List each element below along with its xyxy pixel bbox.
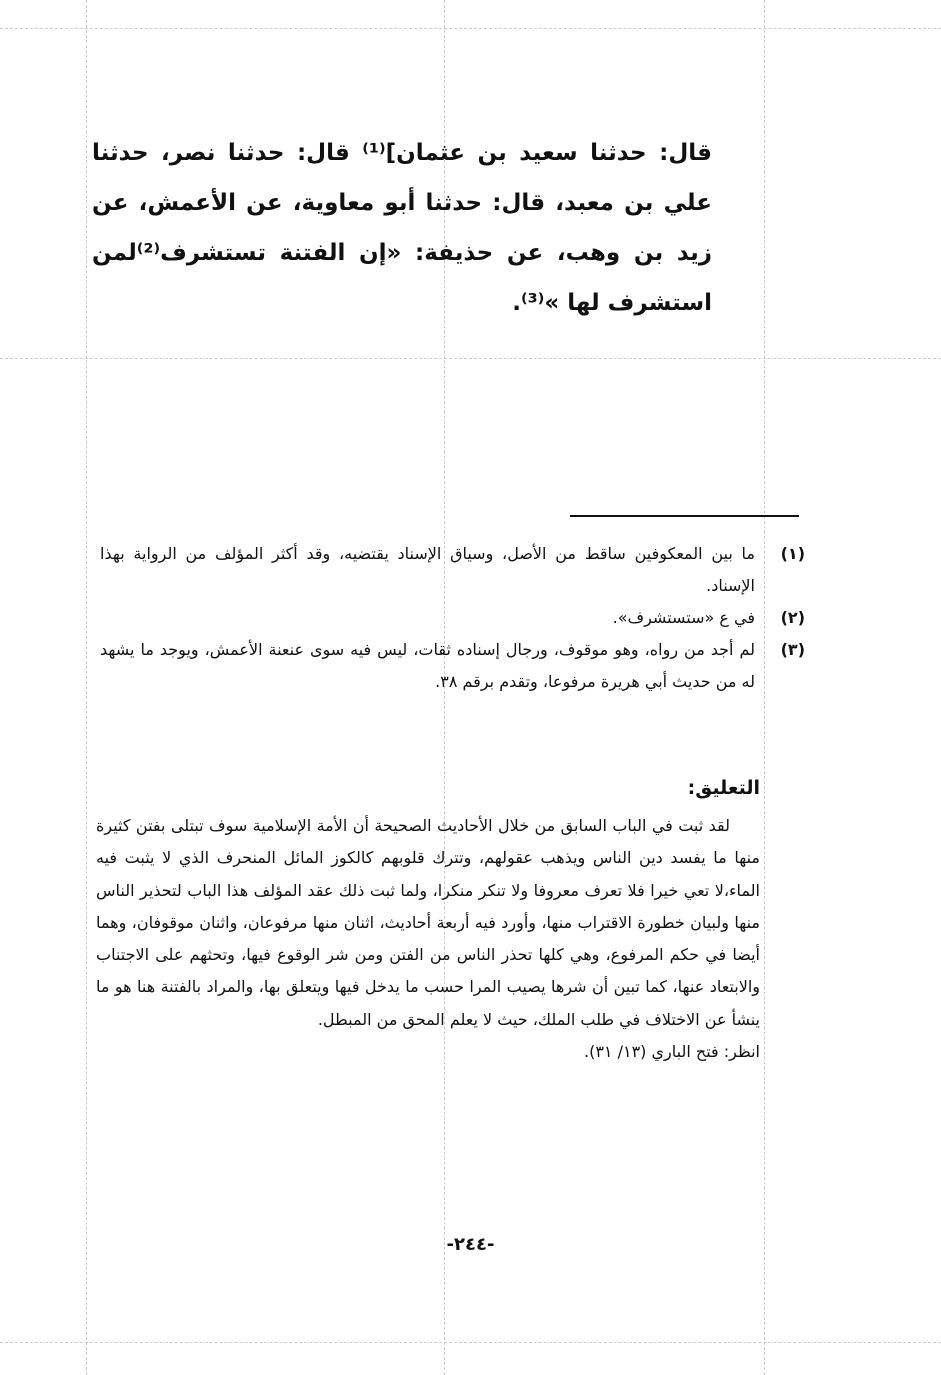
- footnote-1: [100, 538, 805, 602]
- commentary-heading: التعليق:: [687, 777, 760, 799]
- footnote-text: في ع «ستستشرف».: [612, 608, 755, 627]
- footnote-number: (٢): [780, 608, 805, 627]
- footnotes: [100, 538, 805, 698]
- scan-guide-line: [0, 358, 941, 359]
- scan-guide-line: [86, 0, 87, 1375]
- footnote-number: (٣): [780, 640, 805, 659]
- commentary-body: لقد ثبت في الباب السابق من خلال الأحاديث الصحيحة أن الأمة الإسلامية سوف تبتلى بفتن كثيرة منها ما يفسد دين الناس ويذهب عقولهم، وتترك قلوبهم كالكوز المائل المنحرف الذي لا يثبت فيه الماء،لا تعي خيرا فلا تعرف معروفا ولا تنكر منكرا، ولما ثبت ذلك عقد المؤلف هذا الباب لتحذير الناس منها ولبيان خطورة الاقتراب منها، وأورد فيه أربعة أحاديث، اثنان منها مرفوعان، واثنان موقوفان، وهما أيضا في حكم المرفوع، وهي كلها تحذر الناس من الفتن ومن شر الوقوع فيها، وتحثهم على الاجتناب والابتعاد عنها، كما تبين أن شرها يصيب المرا حسب ما يدخل فيها ويتعلق بها، والمراد بالفتنة هنا هو ما ينشأ عن الاختلاف في طلب الملك، حيث لا يعلم المحق من المبطل.: [96, 816, 760, 1029]
- commentary-section: [96, 772, 760, 1068]
- footnote-3: [100, 634, 805, 698]
- scan-guide-line: [0, 1342, 941, 1343]
- commentary-reference: انظر: فتح الباري (١٣/ ٣١).: [583, 1042, 760, 1062]
- footnote-separator: [570, 515, 799, 517]
- footnote-text: لم أجد من رواه، وهو موقوف، ورجال إسناده ثقات، ليس فيه سوى عنعنة الأعمش، ويوجد ما يشهد له من حديث أبي هريرة مرفوعا، وتقدم برقم ٣٨.: [100, 640, 755, 691]
- page-number: -٢٤٤-: [446, 1234, 495, 1255]
- footnote-number: (١): [780, 544, 805, 563]
- hadith-paragraph: قال: حدثنا سعيد بن عثمان]⁽¹⁾ قال: حدثنا نصر، حدثنا علي بن معبد، قال: حدثنا أبو معاوية، عن الأعمش، عن زيد بن وهب، عن حذيفة: «إن الفتنة تستشرف⁽²⁾لمن استشرف لها »⁽³⁾.: [92, 140, 712, 316]
- footnote-text: ما بين المعكوفين ساقط من الأصل، وسياق الإسناد يقتضيه، وقد أكثر المؤلف من الرواية بهذا الإسناد.: [100, 544, 755, 595]
- scan-guide-line: [0, 28, 941, 29]
- hadith-text: [92, 128, 712, 328]
- footnote-2: [100, 602, 805, 634]
